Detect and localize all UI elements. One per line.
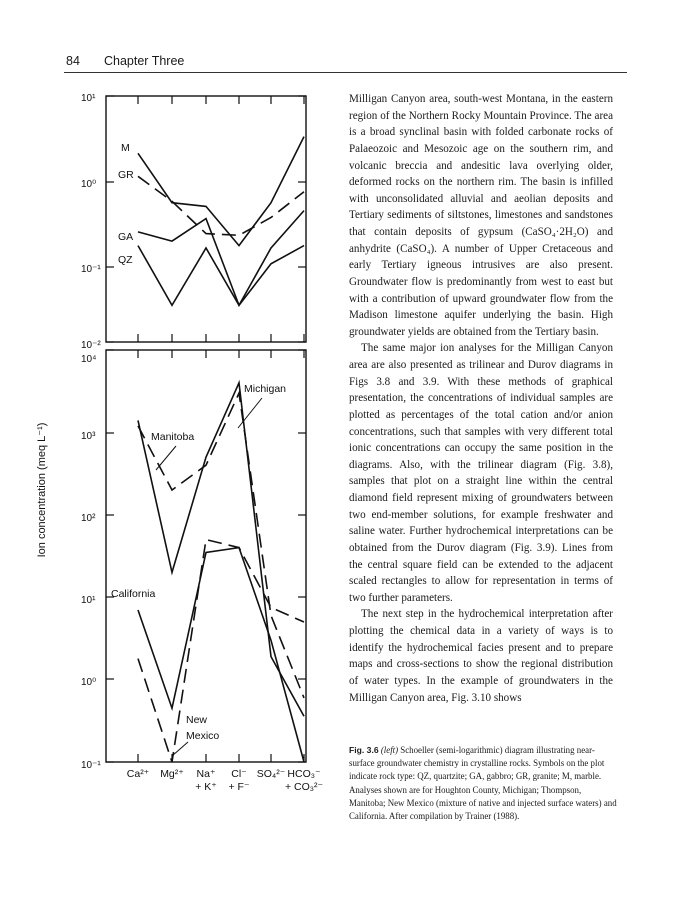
y-axis-title: Ion concentration (meq L⁻¹) xyxy=(36,422,48,558)
series-label-new-mexico-2: Mexico xyxy=(186,730,220,742)
upper-series-line-m xyxy=(138,137,304,246)
series-label-gr: GR xyxy=(118,169,134,181)
lower-y-tick-label: 10⁰ xyxy=(81,677,97,688)
x-label-ca: Ca²⁺ xyxy=(126,768,150,780)
figure-caption xyxy=(349,744,617,823)
page-number: 84 xyxy=(66,54,80,68)
lower-y-tick-label: 10¹ xyxy=(81,595,96,606)
upper-y-tick-label: 10⁻² xyxy=(81,340,101,351)
series-label-m: M xyxy=(121,142,130,154)
upper-series-labels xyxy=(118,142,134,266)
lower-y-tick-label: 10⁴ xyxy=(81,354,97,365)
upper-y-tick-label: 10⁻¹ xyxy=(81,264,101,275)
lower-y-tick-label: 10² xyxy=(81,513,96,524)
axis-ticks xyxy=(106,96,306,762)
series-label-qz: QZ xyxy=(118,254,133,266)
upper-series-group xyxy=(138,137,304,306)
manitoba-leader-line xyxy=(156,446,176,470)
lower-y-tick-label: 10⁻¹ xyxy=(81,760,101,771)
x-label-so4: SO₄²⁻ xyxy=(256,768,286,780)
lower-series-line-california xyxy=(138,548,304,762)
series-label-michigan: Michigan xyxy=(244,383,287,395)
caption-side: (left) xyxy=(380,745,399,755)
caption-label: Fig. 3.6 xyxy=(349,745,379,755)
body-paragraph: The same major ion analyses for the Milligan Canyon area are also presented as trilinear and Durov diagrams in Figs 3.8 and 3.9. With these methods of graphical presentation, the concentrations of individual samples are plotted as percentages of the total cation and/or anion concentrations, such that samples with very different total ionic concentrations can occupy the same position in the diagrams. Also, with the trilinear diagram (Fig. 3.8), samples that plot on a straight line within the central diamond field represent mixing of groundwaters between two end-member solutions, for example freshwater and saline water. Further hydrochemical interpretations can be obtained from the Durov diagram (Fig. 3.9). Lines from the central square field can be extended to the adjacent scaled rectangles to allow for representation in terms of two further parameters. xyxy=(349,342,613,604)
series-label-manitoba: Manitoba xyxy=(151,431,195,443)
x-label-cl: Cl⁻ xyxy=(231,768,247,780)
body-text xyxy=(349,91,613,706)
lower-series-labels xyxy=(111,383,286,756)
x-label-mg: Mg²⁺ xyxy=(160,768,184,780)
x-label-co3: + CO₃²⁻ xyxy=(284,781,324,793)
page-header xyxy=(66,52,626,72)
schoeller-diagram xyxy=(0,80,340,800)
lower-y-tick-labels xyxy=(81,354,101,771)
series-label-ga: GA xyxy=(118,231,134,243)
series-label-new-mexico: New xyxy=(186,714,208,726)
body-paragraph: Milligan Canyon area, south-west Montana, in the eastern region of the Northern Rocky Mountain Province. The area is a broad synclinal basin with folded carbonate rocks of Palaeozoic and Mesozoic age on the southern rim, and volcanic breccia and andesitic lava overlying older, deformed rocks on the northern rim. The basin is infilled with unconsolidated alluvial and aeolian deposits and Tertiary sediments of siltstones, limestones and sandstones that contain deposits of gypsum (CaSO₄·2H₂O) and anhydrite (CaSO₄). A number of Upper Cretaceous and early Tertiary igneous intrusives are also present. Groundwater flow is predominantly from west to east but with a contribution of upward groundwater flow from the Madison limestone aquifer underlying the basin. High groundwater yields are obtained from the Tertiary basin. xyxy=(349,93,613,338)
chapter-title: Chapter Three xyxy=(104,54,185,68)
x-label-hco3: HCO₃⁻ xyxy=(287,768,321,780)
x-label-f: + F⁻ xyxy=(228,781,250,793)
upper-series-line-qz xyxy=(138,246,304,306)
series-label-california: California xyxy=(111,588,156,600)
lower-series-line-new-mexico xyxy=(138,540,304,762)
x-label-k: + K⁺ xyxy=(195,781,217,793)
x-axis-labels xyxy=(127,768,324,793)
header-rule xyxy=(64,72,627,73)
body-paragraph: The next step in the hydrochemical interpretation after plotting the chemical data in a variety of ways is to identify the hydrochemical facies present and to prepare maps and cross-sections to show the regional distribution of water types. In the example of groundwaters in the Milligan Canyon area, Fig. 3.10 shows xyxy=(349,608,613,704)
upper-y-tick-label: 10⁰ xyxy=(81,179,97,190)
x-label-na: Na⁺ xyxy=(196,768,216,780)
caption-text: Schoeller (semi-logarithmic) diagram illustrating near-surface groundwater chemistry in crystalline rocks. Symbols on the plot indicate rock type: QZ, quartzite; GA, gabbro; GR, granite; M, marble. Analyses shown are for Houghton County, Michigan; Thompson, Manitoba; New Mexico (mixture of native and injected surface waters) and California. After compilation by Trainer (1988). xyxy=(349,745,617,822)
lower-y-tick-label: 10³ xyxy=(81,431,96,442)
upper-y-tick-labels xyxy=(81,93,101,351)
upper-y-tick-label: 10¹ xyxy=(81,93,96,104)
